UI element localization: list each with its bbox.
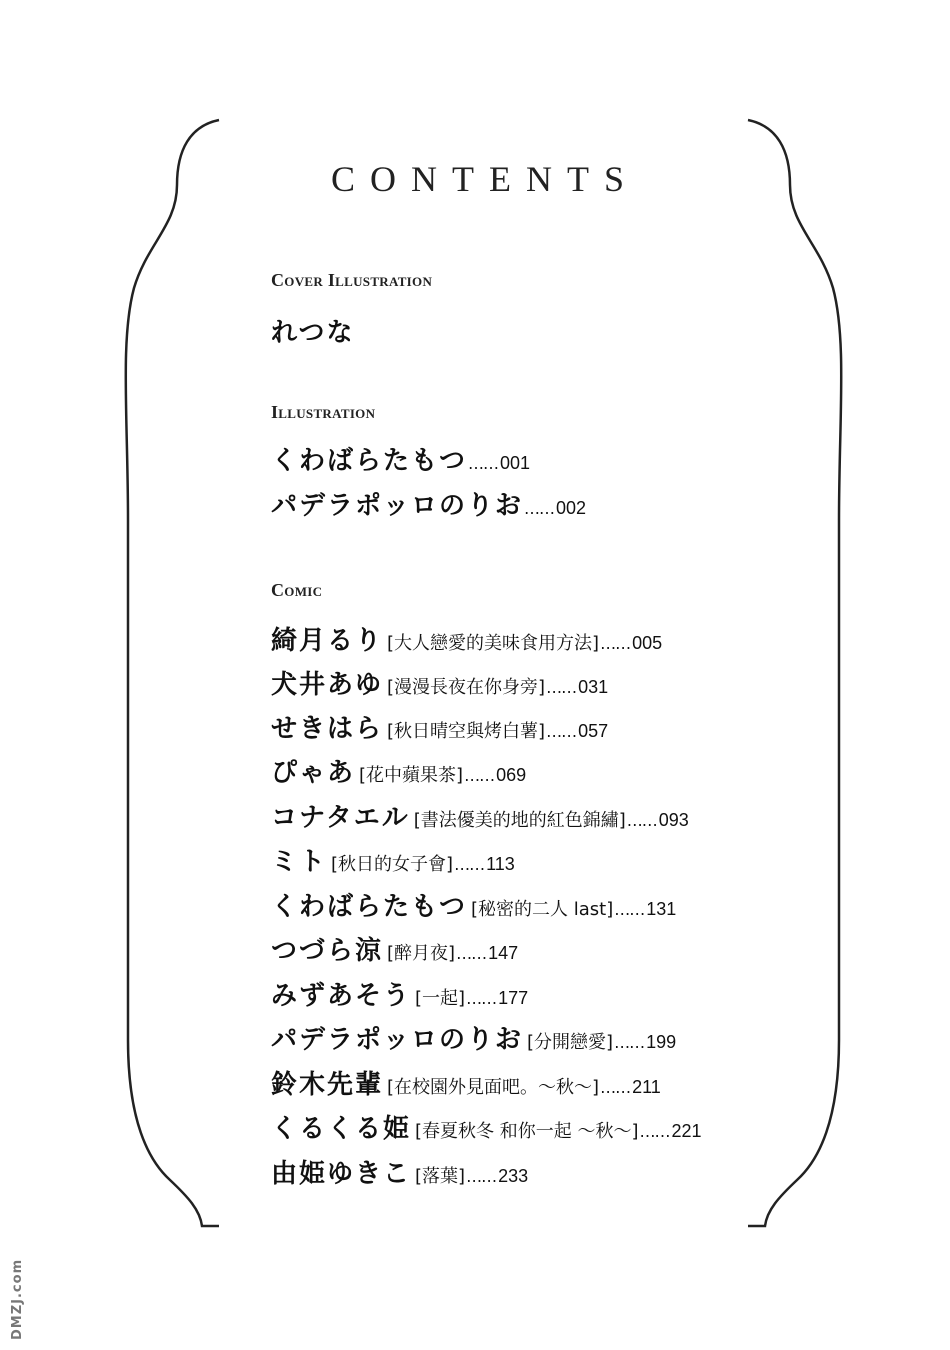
artist-name: れつな	[271, 318, 355, 348]
work-title: [秋日晴空與烤白薯]	[387, 721, 546, 742]
work-title: [秋日的女子會]	[331, 854, 454, 875]
work-title: [漫漫長夜在你身旁]	[387, 677, 546, 698]
leader-dots: ……	[600, 634, 631, 653]
artist-name: 鈴木先輩	[271, 1070, 384, 1100]
toc-entry[interactable]	[271, 1108, 702, 1145]
page-number: 002	[556, 498, 587, 518]
artist-name: くるくる姫	[271, 1114, 412, 1144]
section-heading-cover: Cover Illustration	[271, 270, 433, 290]
work-title: [落葉]	[415, 1166, 466, 1187]
page-number: 001	[500, 453, 531, 473]
page-number: 131	[646, 899, 677, 919]
leader-dots: ……	[466, 989, 497, 1008]
artist-name: パデラポッロのりお	[271, 1025, 524, 1055]
artist-name: コナタエル	[271, 803, 410, 833]
work-title: [醉月夜]	[387, 943, 456, 964]
page-number: 113	[486, 854, 515, 874]
artist-name: せきはら	[271, 714, 384, 744]
page-number: 093	[658, 810, 689, 830]
toc-entry[interactable]	[271, 485, 586, 522]
leader-dots: ……	[546, 722, 577, 741]
leader-dots: ……	[456, 944, 487, 963]
artist-name: くわばらたもつ	[271, 892, 468, 922]
artist-name: 綺月るり	[271, 626, 384, 656]
artist-name: くわばらたもつ	[271, 446, 468, 476]
page-number: 233	[498, 1166, 529, 1186]
leader-dots: ……	[466, 1167, 497, 1186]
toc-entry[interactable]	[271, 886, 676, 923]
work-title: [秘密的二人 last]	[471, 899, 614, 920]
artist-name: パデラポッロのりお	[271, 491, 524, 521]
page-number: 177	[498, 988, 529, 1008]
work-title: [分開戀愛]	[527, 1032, 614, 1053]
toc-entry[interactable]	[271, 975, 528, 1012]
work-title: [春夏秋冬 和你一起 ～秋～]	[415, 1121, 639, 1142]
section-heading-comic: Comic	[271, 580, 323, 600]
artist-name: ぴゃあ	[271, 758, 356, 788]
leader-dots: ……	[468, 454, 499, 473]
leader-dots: ……	[614, 900, 645, 919]
toc-entry[interactable]	[271, 1153, 528, 1190]
leader-dots: ……	[600, 1078, 631, 1097]
leader-dots: ……	[614, 1033, 645, 1052]
leader-dots: ……	[524, 499, 555, 518]
toc-entry[interactable]	[271, 440, 530, 477]
toc-entry[interactable]	[271, 752, 526, 789]
leader-dots: ……	[626, 811, 657, 830]
page-number: 031	[578, 677, 609, 697]
toc-entry[interactable]	[271, 797, 689, 834]
leader-dots: ……	[464, 766, 495, 785]
toc-entry[interactable]	[271, 841, 515, 878]
artist-name: 由姫ゆきこ	[271, 1159, 412, 1189]
page-number: 211	[632, 1077, 661, 1097]
toc-entry[interactable]	[271, 708, 608, 745]
page-number: 221	[671, 1121, 702, 1141]
toc-entry[interactable]	[271, 1019, 676, 1056]
leader-dots: ……	[546, 678, 577, 697]
toc-entry[interactable]	[271, 1064, 661, 1101]
page-number: 057	[578, 721, 609, 741]
artist-name: つづら涼	[271, 936, 384, 966]
watermark-logo: DMZJ.com	[10, 1258, 25, 1340]
work-title: [花中蘋果茶]	[359, 765, 464, 786]
page-number: 069	[496, 765, 527, 785]
work-title: [大人戀愛的美味食用方法]	[387, 633, 600, 654]
toc-entry-cover[interactable]	[271, 312, 354, 349]
toc-entry[interactable]	[271, 930, 518, 967]
artist-name: 犬井あゆ	[271, 670, 384, 700]
page-number: 199	[646, 1032, 677, 1052]
section-heading-illustration: Illustration	[271, 402, 376, 422]
toc-entry[interactable]	[271, 664, 608, 701]
leader-dots: ……	[454, 855, 485, 874]
page-number: 147	[488, 943, 519, 963]
artist-name: みずあそう	[271, 981, 412, 1011]
work-title: [書法優美的地的紅色錦繡]	[413, 810, 626, 831]
work-title: [在校園外見面吧。～秋～]	[387, 1077, 600, 1098]
leader-dots: ……	[639, 1122, 670, 1141]
page-title: CONTENTS	[331, 159, 639, 199]
work-title: [一起]	[415, 988, 466, 1009]
page-number: 005	[632, 633, 663, 653]
toc-entry[interactable]	[271, 620, 662, 657]
artist-name: ミト	[271, 847, 328, 877]
